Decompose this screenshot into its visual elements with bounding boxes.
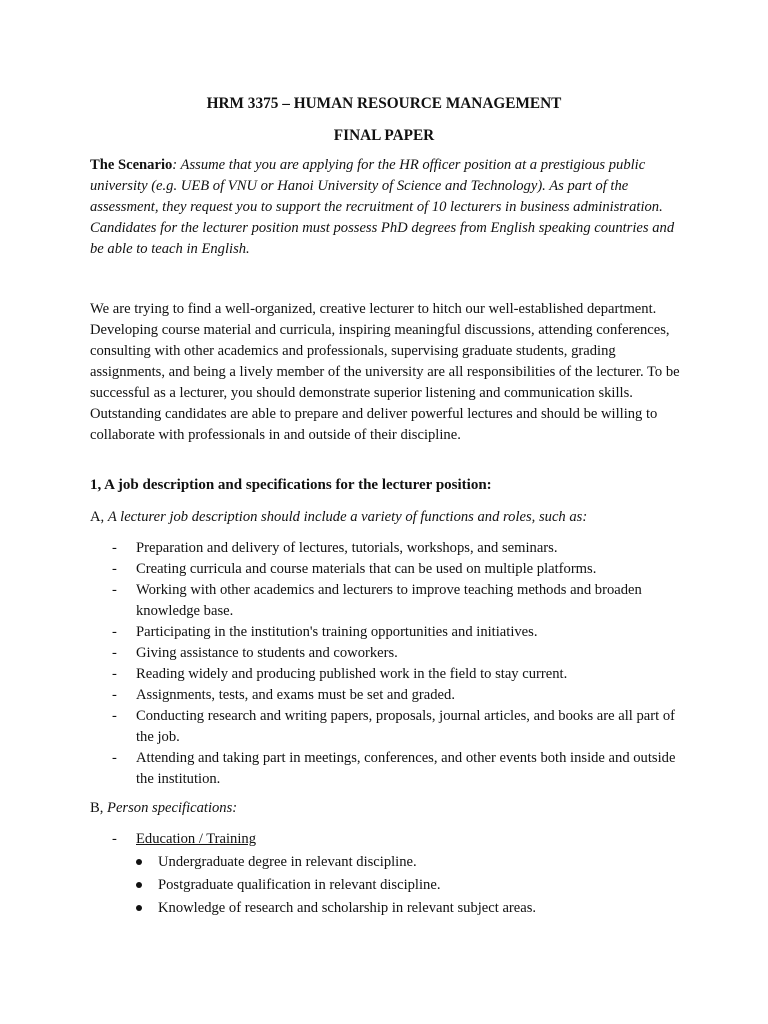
list-item [112, 538, 684, 559]
list-item [112, 685, 684, 706]
list-item-text: Preparation and delivery of lectures, tutorials, workshops, and seminars. [136, 540, 558, 556]
list-item-text: Conducting research and writing papers, proposals, journal articles, and books are all part of the job. [136, 708, 675, 745]
list-item [136, 875, 684, 896]
list-item-text: Participating in the institution's training opportunities and initiatives. [136, 624, 538, 640]
list-item [112, 643, 684, 664]
paper-title: FINAL PAPER [333, 127, 435, 144]
dash-marker: - [112, 561, 117, 577]
list-item [112, 829, 684, 919]
list-item-text: Assignments, tests, and exams must be set and graded. [136, 687, 455, 703]
dash-marker: - [112, 687, 117, 703]
person-specifications-list [112, 829, 684, 921]
dash-marker: - [112, 540, 117, 556]
part-a-heading [90, 507, 680, 528]
dash-marker: - [112, 666, 117, 682]
list-item-text: Undergraduate degree in relevant discipline. [158, 854, 417, 870]
list-item [136, 852, 684, 873]
list-item-text: Reading widely and producing published work in the field to stay current. [136, 666, 568, 682]
scenario-label: The Scenario [90, 157, 173, 173]
education-training-list [136, 852, 684, 919]
list-item [112, 580, 684, 622]
list-item [112, 559, 684, 580]
dash-marker: - [112, 582, 117, 598]
bullet-icon [136, 859, 142, 865]
list-item-text: Knowledge of research and scholarship in relevant subject areas. [158, 900, 537, 916]
bullet-icon [136, 905, 142, 911]
course-title: HRM 3375 – HUMAN RESOURCE MANAGEMENT [206, 95, 562, 112]
question-1-heading: 1, A job description and specifications for the lecturer position: [90, 477, 492, 493]
list-item-text: Creating curricula and course materials that can be used on multiple platforms. [136, 561, 597, 577]
part-b-label: Person specifications: [107, 800, 238, 816]
list-item-text: Giving assistance to students and coworkers. [136, 645, 398, 661]
responsibilities-list [112, 538, 684, 790]
dash-marker: - [112, 750, 117, 766]
part-a-prefix: A, [90, 509, 108, 525]
list-item [112, 664, 684, 685]
part-b-heading [90, 798, 680, 819]
bullet-icon [136, 882, 142, 888]
scenario-text: : Assume that you are applying for the HR officer position at a prestigious public university (e.g. UEB of VNU or Hanoi University of Science and Technology). As part of the assessment, they request you to support the recruitment of 10 lecturers in business administration. Candidates for the lecturer position must possess PhD degrees from English speaking countries and be able to teach in English. [90, 157, 675, 257]
dash-marker: - [112, 624, 117, 640]
list-item [112, 622, 684, 643]
list-item [136, 898, 684, 919]
list-item-text: Working with other academics and lecturers to improve teaching methods and broaden knowledge base. [136, 582, 642, 619]
part-b-prefix: B, [90, 800, 108, 816]
list-item-text: Postgraduate qualification in relevant discipline. [158, 877, 441, 893]
list-item [112, 748, 684, 790]
part-a-label: A lecturer job description should include a variety of functions and roles, such as: [107, 509, 588, 525]
spec-section-heading: Education / Training [136, 831, 256, 847]
intro-paragraph: We are trying to find a well-organized, creative lecturer to hitch our well-established department. Developing course material and curricula, inspiring meaningful discussions, attending conferences, consulting with other academics and professionals, supervising graduate students, grading assignments, and being a lively member of the university are all responsibilities of the lecturer. To be successful as a lecturer, you should demonstrate superior listening and communication skills. Outstanding candidates are able to prepare and deliver powerful lectures and should be willing to collaborate with professionals in and outside of their discipline. [90, 301, 680, 443]
dash-marker: - [112, 708, 117, 724]
scenario-paragraph [90, 155, 680, 260]
dash-marker: - [112, 645, 117, 661]
list-item-text: Attending and taking part in meetings, conferences, and other events both inside and outside the institution. [136, 750, 676, 787]
dash-marker: - [112, 831, 117, 847]
list-item [112, 706, 684, 748]
